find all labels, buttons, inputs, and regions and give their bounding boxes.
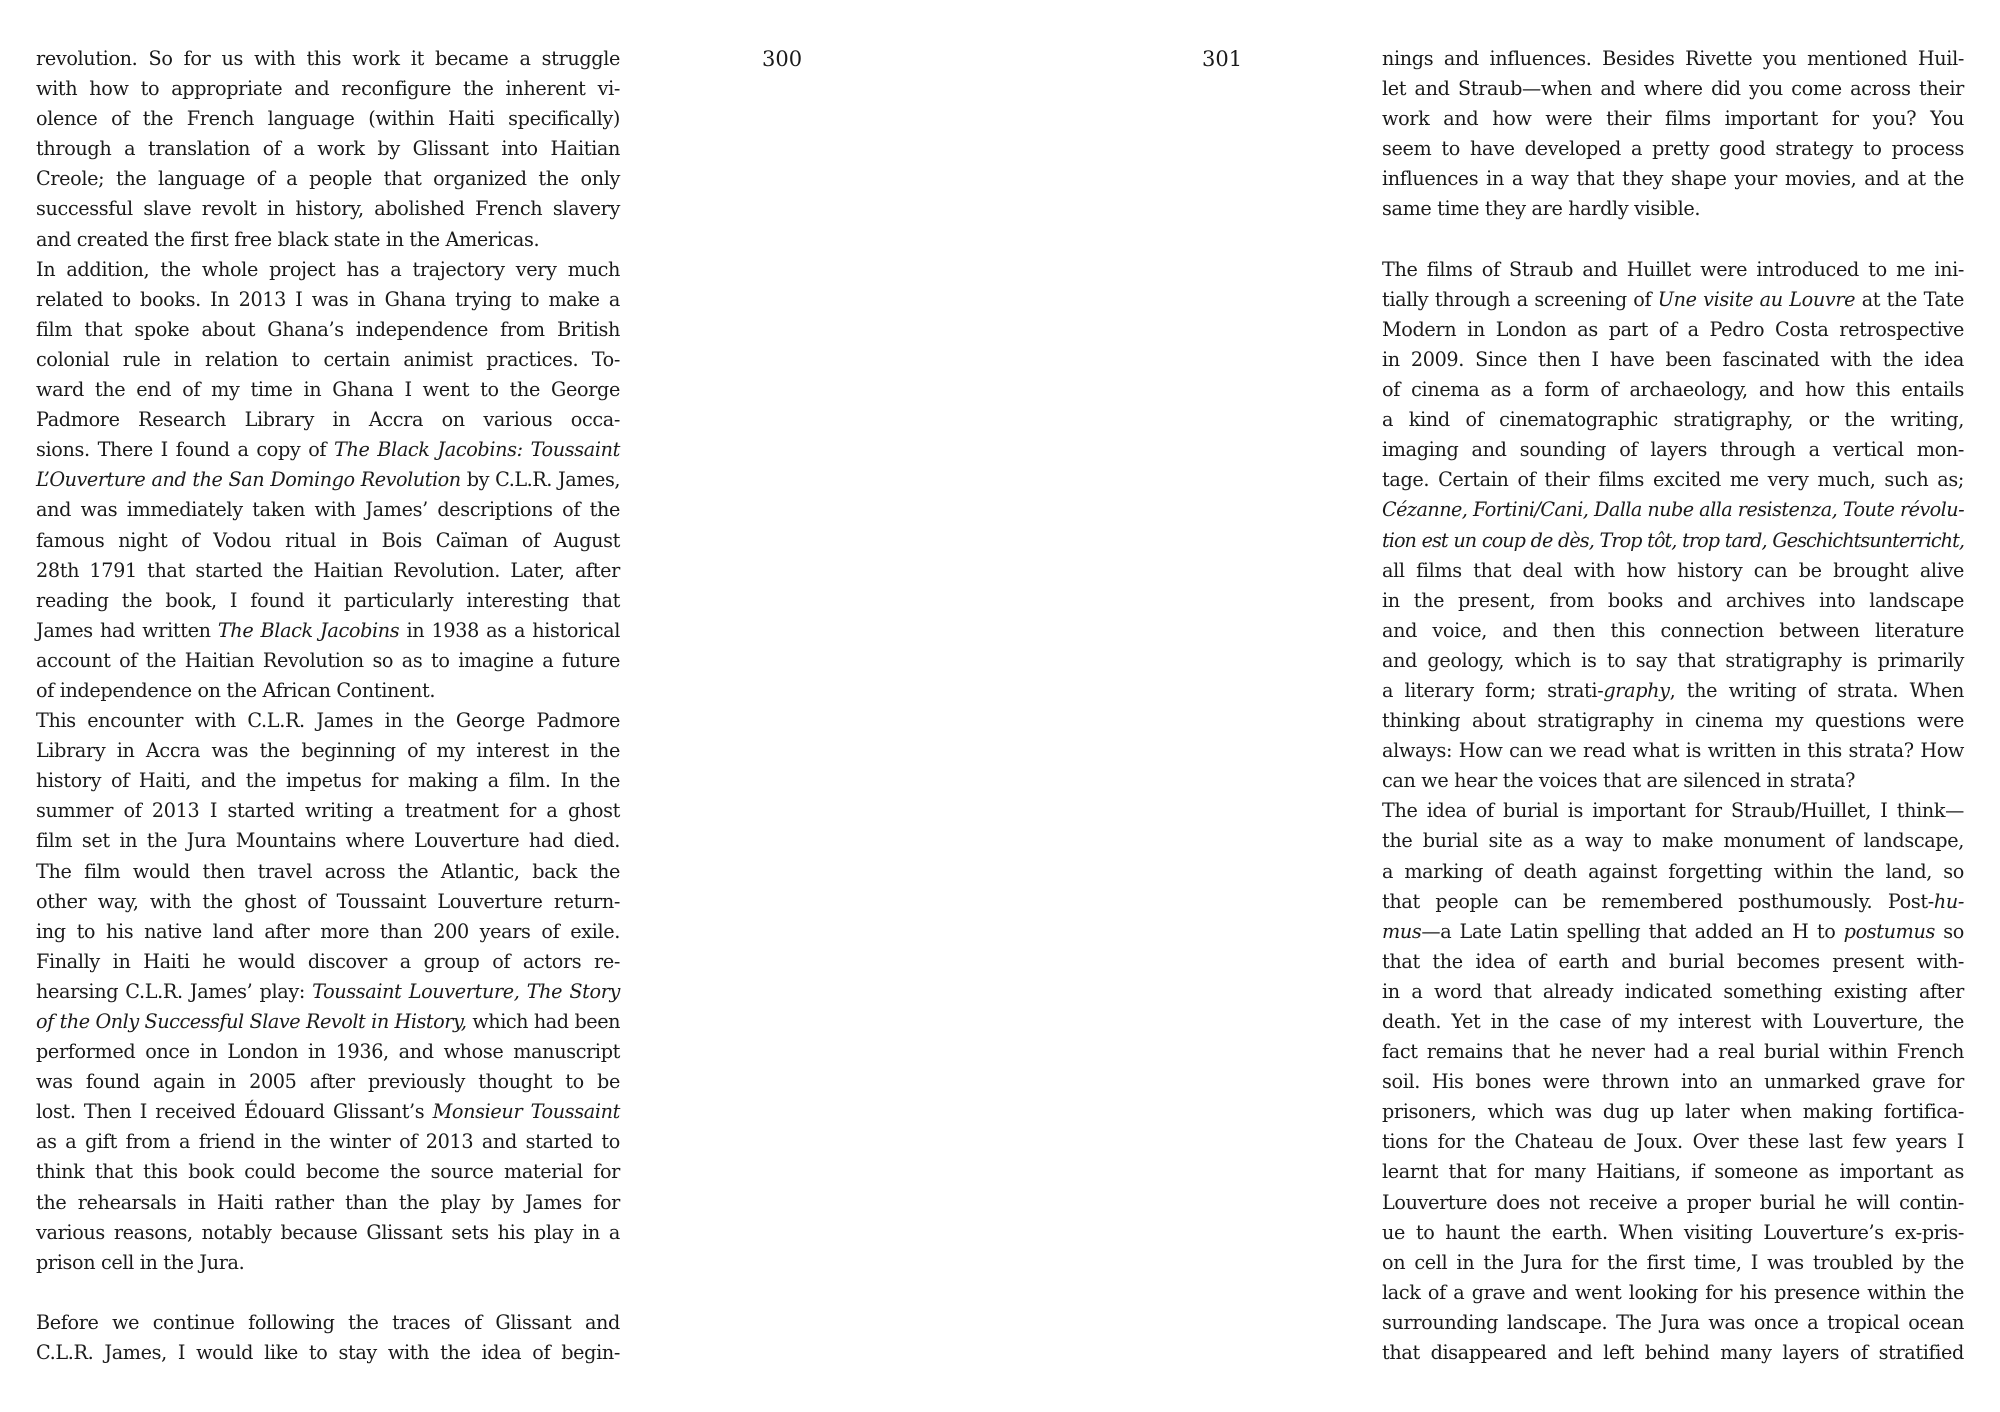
body-text: a kind of cinematographic stratigraphy, or the writing, — [1382, 408, 1964, 432]
left-text-column — [36, 44, 620, 1368]
body-text: in a word that already indicated something existing after — [1382, 979, 1964, 1003]
text-line — [1382, 74, 1964, 104]
paragraph-spacer — [36, 1278, 620, 1308]
body-text: by C.L.R. James, — [460, 468, 620, 492]
text-line — [36, 917, 620, 947]
body-text: tially through a screening of — [1382, 287, 1658, 311]
body-text: learnt that for many Haitians, if someone as important as — [1382, 1160, 1964, 1184]
body-text: that the idea of earth and burial becomes present with- — [1382, 949, 1964, 973]
text-line — [1382, 1188, 1964, 1218]
right-text-column — [1382, 44, 1964, 1368]
body-text: death. Yet in the case of my interest with Louverture, the — [1382, 1010, 1964, 1033]
text-line — [1382, 315, 1964, 345]
text-line — [36, 676, 620, 706]
text-line — [1382, 1308, 1964, 1338]
body-text: In addition, the whole project has a trajectory very much — [36, 257, 620, 281]
body-text: surrounding landscape. The Jura was once a tropical ocean — [1382, 1310, 1964, 1334]
text-line — [1382, 646, 1964, 676]
text-line — [1382, 796, 1964, 826]
italic-title-text: Monsieur Toussaint — [432, 1100, 621, 1124]
text-line — [36, 134, 620, 164]
text-line — [36, 586, 620, 616]
page-number-left: 300 — [762, 47, 803, 71]
body-text: reading the book, I found it particularly interesting that — [36, 588, 620, 612]
body-text: at the Tate — [1855, 287, 1964, 311]
text-line — [1382, 1278, 1964, 1308]
body-text: prisoners, which was dug up later when making fortifica- — [1382, 1100, 1964, 1124]
text-line — [36, 706, 620, 736]
text-line — [36, 405, 620, 435]
body-text: with how to appropriate and reconfigure the inherent vi- — [36, 77, 620, 101]
body-text: colonial rule in relation to certain animist practices. To- — [36, 347, 620, 371]
text-line — [36, 225, 620, 255]
text-line — [1382, 164, 1964, 194]
text-line — [36, 556, 620, 586]
body-text: tions for the Chateau de Joux. Over these last few years I — [1382, 1130, 1964, 1154]
text-line — [36, 315, 620, 345]
body-text: imaging and sounding of layers through a vertical mon- — [1382, 438, 1964, 462]
text-line — [1382, 285, 1964, 315]
body-text: 28th 1791 that started the Haitian Revolution. Later, after — [36, 558, 620, 582]
body-text: Library in Accra was the beginning of my interest in the — [36, 739, 620, 763]
body-text: a literary form; strati- — [1382, 678, 1604, 702]
body-text: Padmore Research Library in Accra on various occa- — [36, 408, 620, 432]
text-line — [36, 1007, 620, 1037]
text-line — [36, 1067, 620, 1097]
italic-title-text: L’Ouverture and the San Domingo Revolution — [36, 468, 461, 492]
body-text: thinking about stratigraphy in cinema my questions were — [1382, 709, 1964, 733]
text-line — [1382, 556, 1964, 586]
body-text: in 1938 as a historical — [399, 618, 620, 642]
text-line — [1382, 375, 1964, 405]
text-line — [36, 1248, 620, 1278]
body-text: hearsing C.L.R. James’ play: — [36, 979, 313, 1003]
body-text: history of Haiti, and the impetus for making a film. In the — [36, 769, 620, 793]
text-line — [36, 1097, 620, 1127]
body-text: nings and influences. Besides Rivette you mentioned Huil- — [1382, 47, 1964, 70]
text-line — [1382, 887, 1964, 917]
body-text: a marking of death against forgetting within the land, so — [1382, 859, 1964, 883]
text-line — [36, 194, 620, 224]
text-line — [1382, 586, 1964, 616]
text-line — [36, 1127, 620, 1157]
body-text: famous night of Vodou ritual in Bois Caïman of August — [36, 528, 620, 552]
body-text: that people can be remembered posthumously. Post- — [1382, 889, 1934, 913]
text-line — [1382, 435, 1964, 465]
text-line — [1382, 1037, 1964, 1067]
text-line — [36, 766, 620, 796]
body-text: which had been — [466, 1010, 621, 1033]
text-line — [36, 164, 620, 194]
body-text: Before we continue following the traces of Glissant and — [36, 1310, 620, 1334]
body-text: Louverture does not receive a proper burial he will contin- — [1382, 1190, 1964, 1214]
body-text: ing to his native land after more than 200 years of exile. — [36, 919, 620, 943]
body-text: and voice, and then this connection between literature — [1382, 618, 1964, 642]
text-line — [36, 465, 620, 495]
body-text: all films that deal with how history can be brought alive — [1382, 558, 1964, 582]
text-line — [36, 1037, 620, 1067]
body-text: Creole; the language of a people that organized the only — [36, 167, 620, 191]
body-text: Finally in Haiti he would discover a group of actors re- — [36, 949, 620, 973]
text-line — [1382, 736, 1964, 766]
body-text: The idea of burial is important for Straub/Huillet, I think— — [1382, 799, 1964, 823]
italic-title-text: postumus — [1843, 919, 1936, 943]
body-text: in the present, from books and archives into landscape — [1382, 588, 1964, 612]
text-line — [36, 255, 620, 285]
text-line — [1382, 1248, 1964, 1278]
text-line — [1382, 947, 1964, 977]
text-line — [1382, 766, 1964, 796]
body-text: account of the Haitian Revolution so as to imagine a future — [36, 648, 620, 672]
body-text: successful slave revolt in history, abolished French slavery — [36, 197, 620, 221]
text-line — [1382, 1067, 1964, 1097]
body-text: and created the first free black state in the Americas. — [36, 227, 540, 251]
text-line — [1382, 706, 1964, 736]
text-line — [1382, 104, 1964, 134]
text-line — [36, 74, 620, 104]
body-text: so — [1935, 919, 1964, 943]
text-line — [1382, 826, 1964, 856]
text-line — [1382, 1157, 1964, 1187]
italic-title-text: mus — [1382, 919, 1422, 943]
body-text: seem to have developed a pretty good strategy to process — [1382, 137, 1964, 161]
italic-title-text: hu- — [1933, 889, 1964, 913]
text-line — [36, 826, 620, 856]
body-text: the rehearsals in Haiti rather than the play by James for — [36, 1190, 620, 1214]
italic-title-text: of the Only Successful Slave Revolt in History, — [36, 1010, 467, 1033]
body-text: , the writing of strata. When — [1669, 678, 1964, 702]
text-line — [36, 1308, 620, 1338]
body-text: prison cell in the Jura. — [36, 1250, 245, 1274]
italic-title-text: graphy — [1603, 678, 1670, 702]
text-line — [36, 375, 620, 405]
italic-title-text: Toussaint Louverture, The Story — [312, 979, 621, 1003]
italic-title-text: Une visite au Louvre — [1657, 287, 1856, 311]
italic-title-text: tion est un coup de dès, Trop tôt, trop tard, Geschichtsunterricht, — [1382, 528, 1964, 552]
body-text: performed once in London in 1936, and whose manuscript — [36, 1040, 620, 1064]
text-line — [36, 887, 620, 917]
page-number-right: 301 — [1202, 47, 1243, 71]
body-text: in 2009. Since then I have been fascinated with the idea — [1382, 347, 1964, 371]
body-text: film that spoke about Ghana’s independence from British — [36, 317, 620, 341]
body-text: Modern in London as part of a Pedro Costa retrospective — [1382, 317, 1964, 341]
text-line — [1382, 405, 1964, 435]
text-line — [36, 1188, 620, 1218]
text-line — [36, 977, 620, 1007]
body-text: work and how were their films important for you? You — [1382, 107, 1964, 131]
text-line — [1382, 495, 1964, 525]
text-line — [36, 285, 620, 315]
body-text: that disappeared and left behind many layers of stratified — [1382, 1341, 1964, 1365]
text-line — [1382, 465, 1964, 495]
body-text: think that this book could become the source material for — [36, 1160, 620, 1184]
body-text: lack of a grave and went looking for his presence within the — [1382, 1280, 1964, 1304]
body-text: of independence on the African Continent. — [36, 678, 436, 702]
text-line — [1382, 44, 1964, 74]
body-text: sions. There I found a copy of — [36, 438, 334, 462]
body-text: ue to haunt the earth. When visiting Louverture’s ex-pris- — [1382, 1220, 1964, 1244]
text-line — [36, 44, 620, 74]
text-line — [1382, 1097, 1964, 1127]
text-line — [1382, 917, 1964, 947]
text-line — [36, 1218, 620, 1248]
text-line — [1382, 1127, 1964, 1157]
body-text: The films of Straub and Huillet were introduced to me ini- — [1382, 257, 1964, 281]
text-line — [36, 526, 620, 556]
text-line — [1382, 134, 1964, 164]
text-line — [36, 435, 620, 465]
body-text: The film would then travel across the Atlantic, back the — [36, 859, 620, 883]
body-text: always: How can we read what is written in this strata? How — [1382, 739, 1964, 763]
body-text: film set in the Jura Mountains where Louverture had died. — [36, 829, 620, 853]
text-line — [36, 495, 620, 525]
text-line — [1382, 977, 1964, 1007]
text-line — [36, 796, 620, 826]
body-text: C.L.R. James, I would like to stay with the idea of begin- — [36, 1341, 620, 1365]
body-text: fact remains that he never had a real burial within French — [1382, 1040, 1964, 1064]
text-line — [1382, 1007, 1964, 1037]
body-text: was found again in 2005 after previously thought to be — [36, 1070, 620, 1094]
text-line — [1382, 1218, 1964, 1248]
body-text: of cinema as a form of archaeology, and how this entails — [1382, 378, 1964, 402]
body-text: —a Late Latin spelling that added an H to — [1421, 919, 1844, 943]
body-text: let and Straub—when and where did you come across their — [1382, 77, 1964, 101]
text-line — [1382, 526, 1964, 556]
body-text: other way, with the ghost of Toussaint Louverture return- — [36, 889, 620, 913]
body-text: and was immediately taken with James’ descriptions of the — [36, 498, 620, 522]
body-text: revolution. So for us with this work it became a struggle — [36, 47, 620, 70]
text-line — [1382, 255, 1964, 285]
body-text: summer of 2013 I started writing a treatment for a ghost — [36, 799, 620, 823]
body-text: same time they are hardly visible. — [1382, 197, 1701, 221]
body-text: soil. His bones were thrown into an unmarked grave for — [1382, 1070, 1964, 1094]
text-line — [1382, 1338, 1964, 1368]
body-text: This encounter with C.L.R. James in the George Padmore — [36, 709, 620, 733]
italic-title-text: Cézanne, Fortini/Cani, Dalla nube alla resistenza, Toute révolu- — [1382, 498, 1964, 522]
italic-title-text: The Black Jacobins — [217, 618, 400, 642]
body-text: James had written — [36, 618, 218, 642]
body-text: related to books. In 2013 I was in Ghana trying to make a — [36, 287, 620, 311]
body-text: lost. Then I received Édouard Glissant’s — [36, 1100, 433, 1124]
body-text: through a translation of a work by Glissant into Haitian — [36, 137, 620, 161]
text-line — [1382, 616, 1964, 646]
text-line — [36, 104, 620, 134]
text-line — [36, 947, 620, 977]
text-line — [36, 1157, 620, 1187]
text-line — [36, 345, 620, 375]
body-text: olence of the French language (within Haiti specifically) — [36, 107, 620, 131]
text-line — [36, 616, 620, 646]
paragraph-spacer — [1382, 225, 1964, 255]
text-line — [36, 857, 620, 887]
text-line — [36, 646, 620, 676]
body-text: tage. Certain of their films excited me very much, such as; — [1382, 468, 1964, 492]
body-text: various reasons, notably because Glissant sets his play in a — [36, 1220, 620, 1244]
text-line — [36, 1338, 620, 1368]
text-line — [36, 736, 620, 766]
body-text: can we hear the voices that are silenced in strata? — [1382, 769, 1856, 793]
body-text: the burial site as a way to make monument of landscape, — [1382, 829, 1964, 853]
body-text: on cell in the Jura for the first time, I was troubled by the — [1382, 1250, 1964, 1274]
text-line — [1382, 676, 1964, 706]
body-text: as a gift from a friend in the winter of 2013 and started to — [36, 1130, 620, 1154]
body-text: influences in a way that they shape your movies, and at the — [1382, 167, 1964, 191]
italic-title-text: The Black Jacobins: Toussaint — [334, 438, 621, 462]
body-text: ward the end of my time in Ghana I went to the George — [36, 378, 620, 402]
body-text: and geology, which is to say that stratigraphy is primarily — [1382, 648, 1964, 672]
text-line — [1382, 345, 1964, 375]
text-line — [1382, 857, 1964, 887]
text-line — [1382, 194, 1964, 224]
